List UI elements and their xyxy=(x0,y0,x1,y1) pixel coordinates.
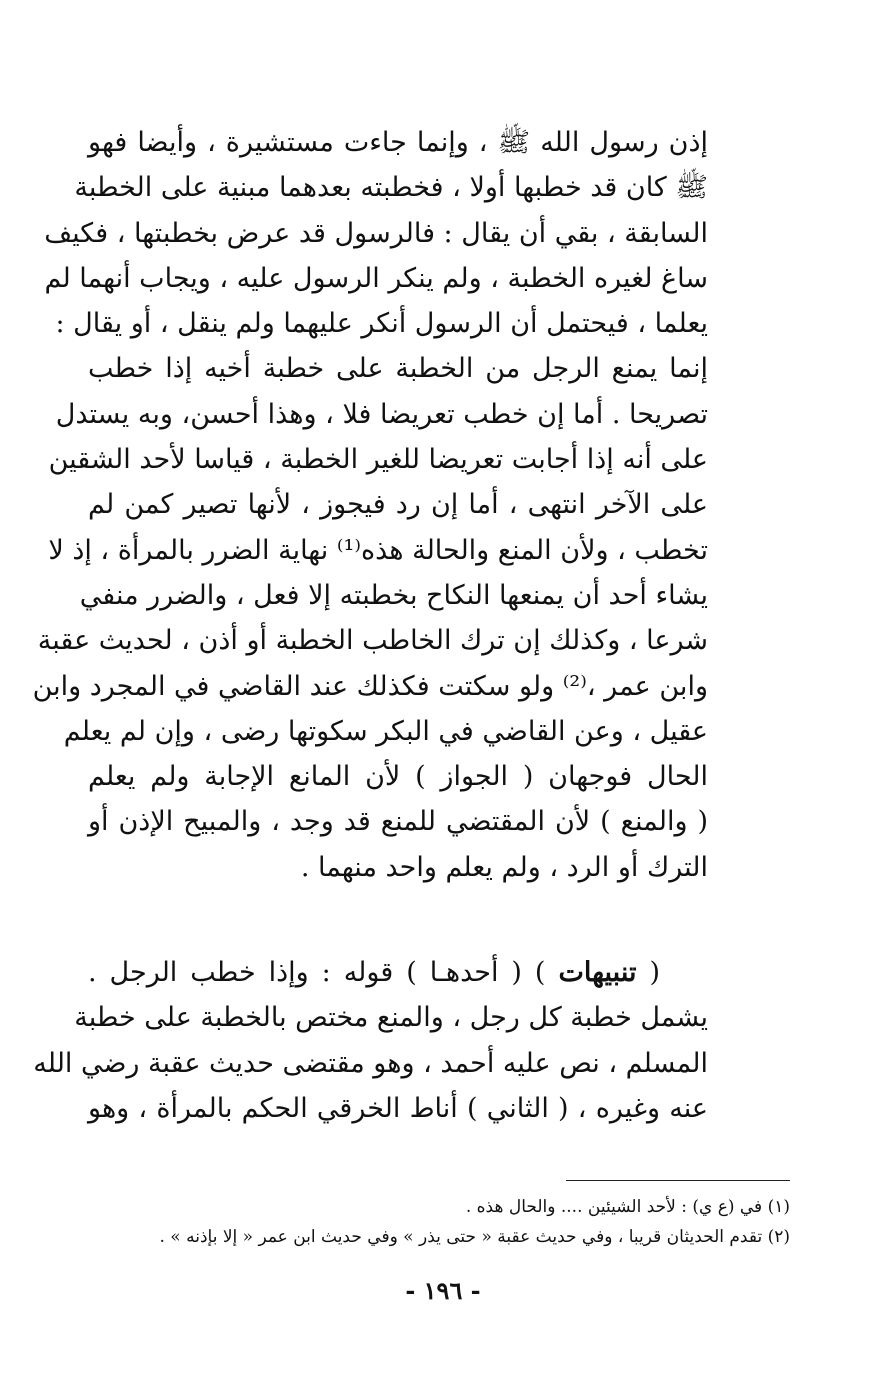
notes-paragraph xyxy=(33,950,708,1131)
page-number: - ١٩٦ - xyxy=(405,1276,481,1305)
text-line: شرعا ، وكذلك إن ترك الخاطب الخطبة أو أذن ، لحديث عقبة xyxy=(37,625,708,657)
main-paragraph xyxy=(32,120,708,890)
text-line: ﷺ كان قد خطبها أولا ، فخطبته بعدهما مبنية على الخطبة xyxy=(74,172,708,204)
text-line: إذن رسول الله ﷺ ، وإنما جاءت مستشيرة ، وأيضا فهو xyxy=(88,127,708,158)
footnotes xyxy=(90,1192,790,1252)
text-line: عقيل ، وعن القاضي في البكر سكوتها رضى ، وإن لم يعلم xyxy=(63,715,708,747)
footnote-2: (٢) تقدم الحديثان قريبا ، وفي حديث عقبة « حتى يذر » وفي حديث ابن عمر « إلا بإذنه » . xyxy=(159,1227,790,1247)
text-line: السابقة ، بقي أن يقال : فالرسول قد عرض بخطبتها ، فكيف xyxy=(44,217,708,249)
section-heading: تنبيهات xyxy=(558,957,637,988)
text-line: يشاء أحد أن يمنعها النكاح بخطبته إلا فعل ، والضرر منفي xyxy=(79,579,708,611)
text-line: يعلما ، فيحتمل أن الرسول أنكر عليهما ولم ينقل ، أو يقال : xyxy=(55,308,708,340)
text-line: المسلم ، نص عليه أحمد ، وهو مقتضى حديث عقبة رضي الله xyxy=(33,1047,708,1079)
footnote-1: (١) في (ع ي) : لأحد الشيئين .... والحال هذه . xyxy=(465,1197,790,1217)
footnote-divider xyxy=(566,1180,790,1181)
text-line: ( والمنع ) لأن المقتضي للمنع قد وجد ، والمبيح الإذن أو xyxy=(88,806,708,838)
text-line xyxy=(88,950,708,995)
text-line: تصريحا . أما إن خطب تعريضا فلا ، وهذا أحسن، وبه يستدل xyxy=(55,398,708,430)
text-line: عنه وغيره ، ( الثاني ) أناط الخرقي الحكم بالمرأة ، وهو xyxy=(88,1092,708,1124)
text-line: إنما يمنع الرجل من الخطبة على خطبة أخيه إذا خطب xyxy=(88,353,708,385)
text-line: وابن عمر ،⁽²⁾ ولو سكتت فكذلك عند القاضي في المجرد وابن xyxy=(32,670,708,702)
text-line: الترك أو الرد ، ولم يعلم واحد منهما . xyxy=(300,851,708,883)
bracket-text: ( xyxy=(636,957,660,988)
text-line: على الآخر انتهى ، أما إن رد فيجوز ، لأنها تصير كمن لم xyxy=(88,489,708,521)
text-line: تخطب ، ولأن المنع والحالة هذه⁽¹⁾ نهاية الضرر بالمرأة ، إذ لا xyxy=(48,534,708,566)
text-line: يشمل خطبة كل رجل ، والمنع مختص بالخطبة على خطبة xyxy=(74,1002,708,1034)
heading-rest: ) ( أحدهـا ) قوله : وإذا خطب الرجل . xyxy=(88,957,559,988)
text-line: على أنه إذا أجابت تعريضا للغير الخطبة ، قياسا لأحد الشقين xyxy=(48,444,708,476)
text-line: ساغ لغيره الخطبة ، ولم ينكر الرسول عليه ، ويجاب أنهما لم xyxy=(44,262,708,294)
text-line: الحال فوجهان ( الجواز ) لأن المانع الإجابة ولم يعلم xyxy=(88,761,708,793)
